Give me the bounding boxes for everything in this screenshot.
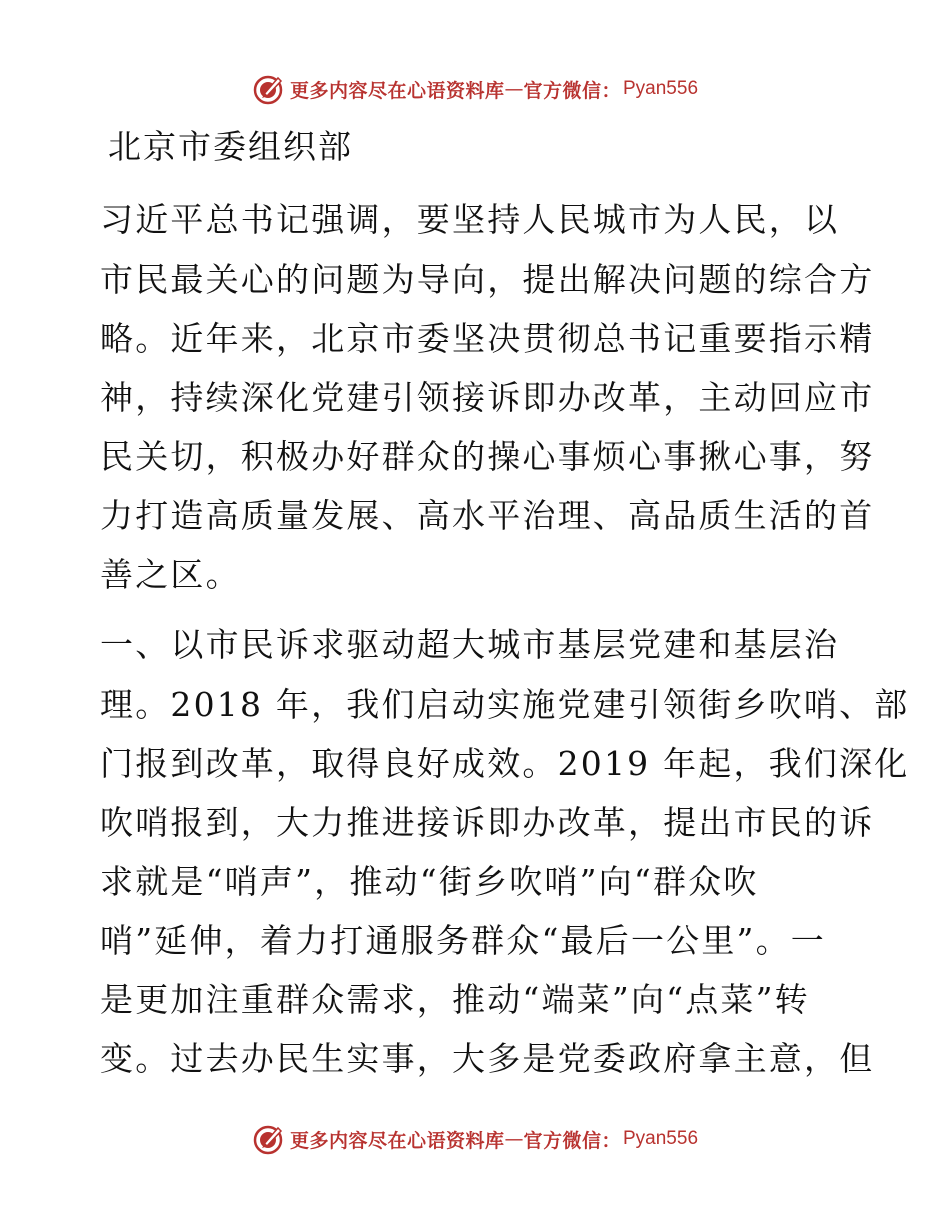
- watermark-dash: —: [504, 1128, 524, 1150]
- text-line: 门报到改革，取得良好成效。2019 年起，我们深化: [100, 744, 910, 783]
- quill-pen-icon: [252, 1122, 286, 1156]
- text-line: 变。过去办民生实事，大多是党委政府拿主意，但: [100, 1039, 875, 1078]
- watermark-dash: —: [504, 78, 524, 100]
- text-line: 一、以市民诉求驱动超大城市基层党建和基层治: [100, 625, 840, 664]
- watermark-contact-label: 官方微信：: [523, 79, 621, 102]
- text-line: 求就是“哨声”，推动“街乡吹哨”向“群众吹: [100, 862, 759, 901]
- text-line: 力打造高质量发展、高水平治理、高品质生活的首: [100, 496, 875, 535]
- text-line: 理。2018 年，我们启动实施党建引领街乡吹哨、部: [100, 685, 910, 724]
- text-line: 是更加注重群众需求，推动“端菜”向“点菜”转: [100, 980, 810, 1019]
- watermark-contact-id: Pyan556: [623, 1128, 699, 1149]
- text-line: 哨”延伸，着力打通服务群众“最后一公里”。一: [100, 921, 827, 960]
- watermark-text: 更多内容尽在心语资料库: [289, 1129, 505, 1152]
- text-line: 神，持续深化党建引领接诉即办改革，主动回应市: [100, 378, 875, 417]
- text-line: 善之区。: [100, 555, 241, 594]
- document-title: 北京市委组织部: [108, 127, 353, 166]
- quill-pen-icon: [252, 72, 286, 106]
- text-line: 略。近年来，北京市委坚决贯彻总书记重要指示精: [100, 319, 875, 358]
- text-line: 民关切，积极办好群众的操心事烦心事揪心事，努: [100, 437, 875, 476]
- header-watermark: [0, 72, 950, 106]
- text-line: 吹哨报到，大力推进接诉即办改革，提出市民的诉: [100, 803, 875, 842]
- watermark-contact-id: Pyan556: [623, 78, 699, 99]
- text-line: 市民最关心的问题为导向，提出解决问题的综合方: [100, 260, 875, 299]
- footer-watermark: [0, 1122, 950, 1156]
- watermark-text: 更多内容尽在心语资料库: [289, 79, 505, 102]
- watermark-contact-label: 官方微信：: [523, 1129, 621, 1152]
- text-line: 习近平总书记强调，要坚持人民城市为人民，以: [100, 200, 840, 239]
